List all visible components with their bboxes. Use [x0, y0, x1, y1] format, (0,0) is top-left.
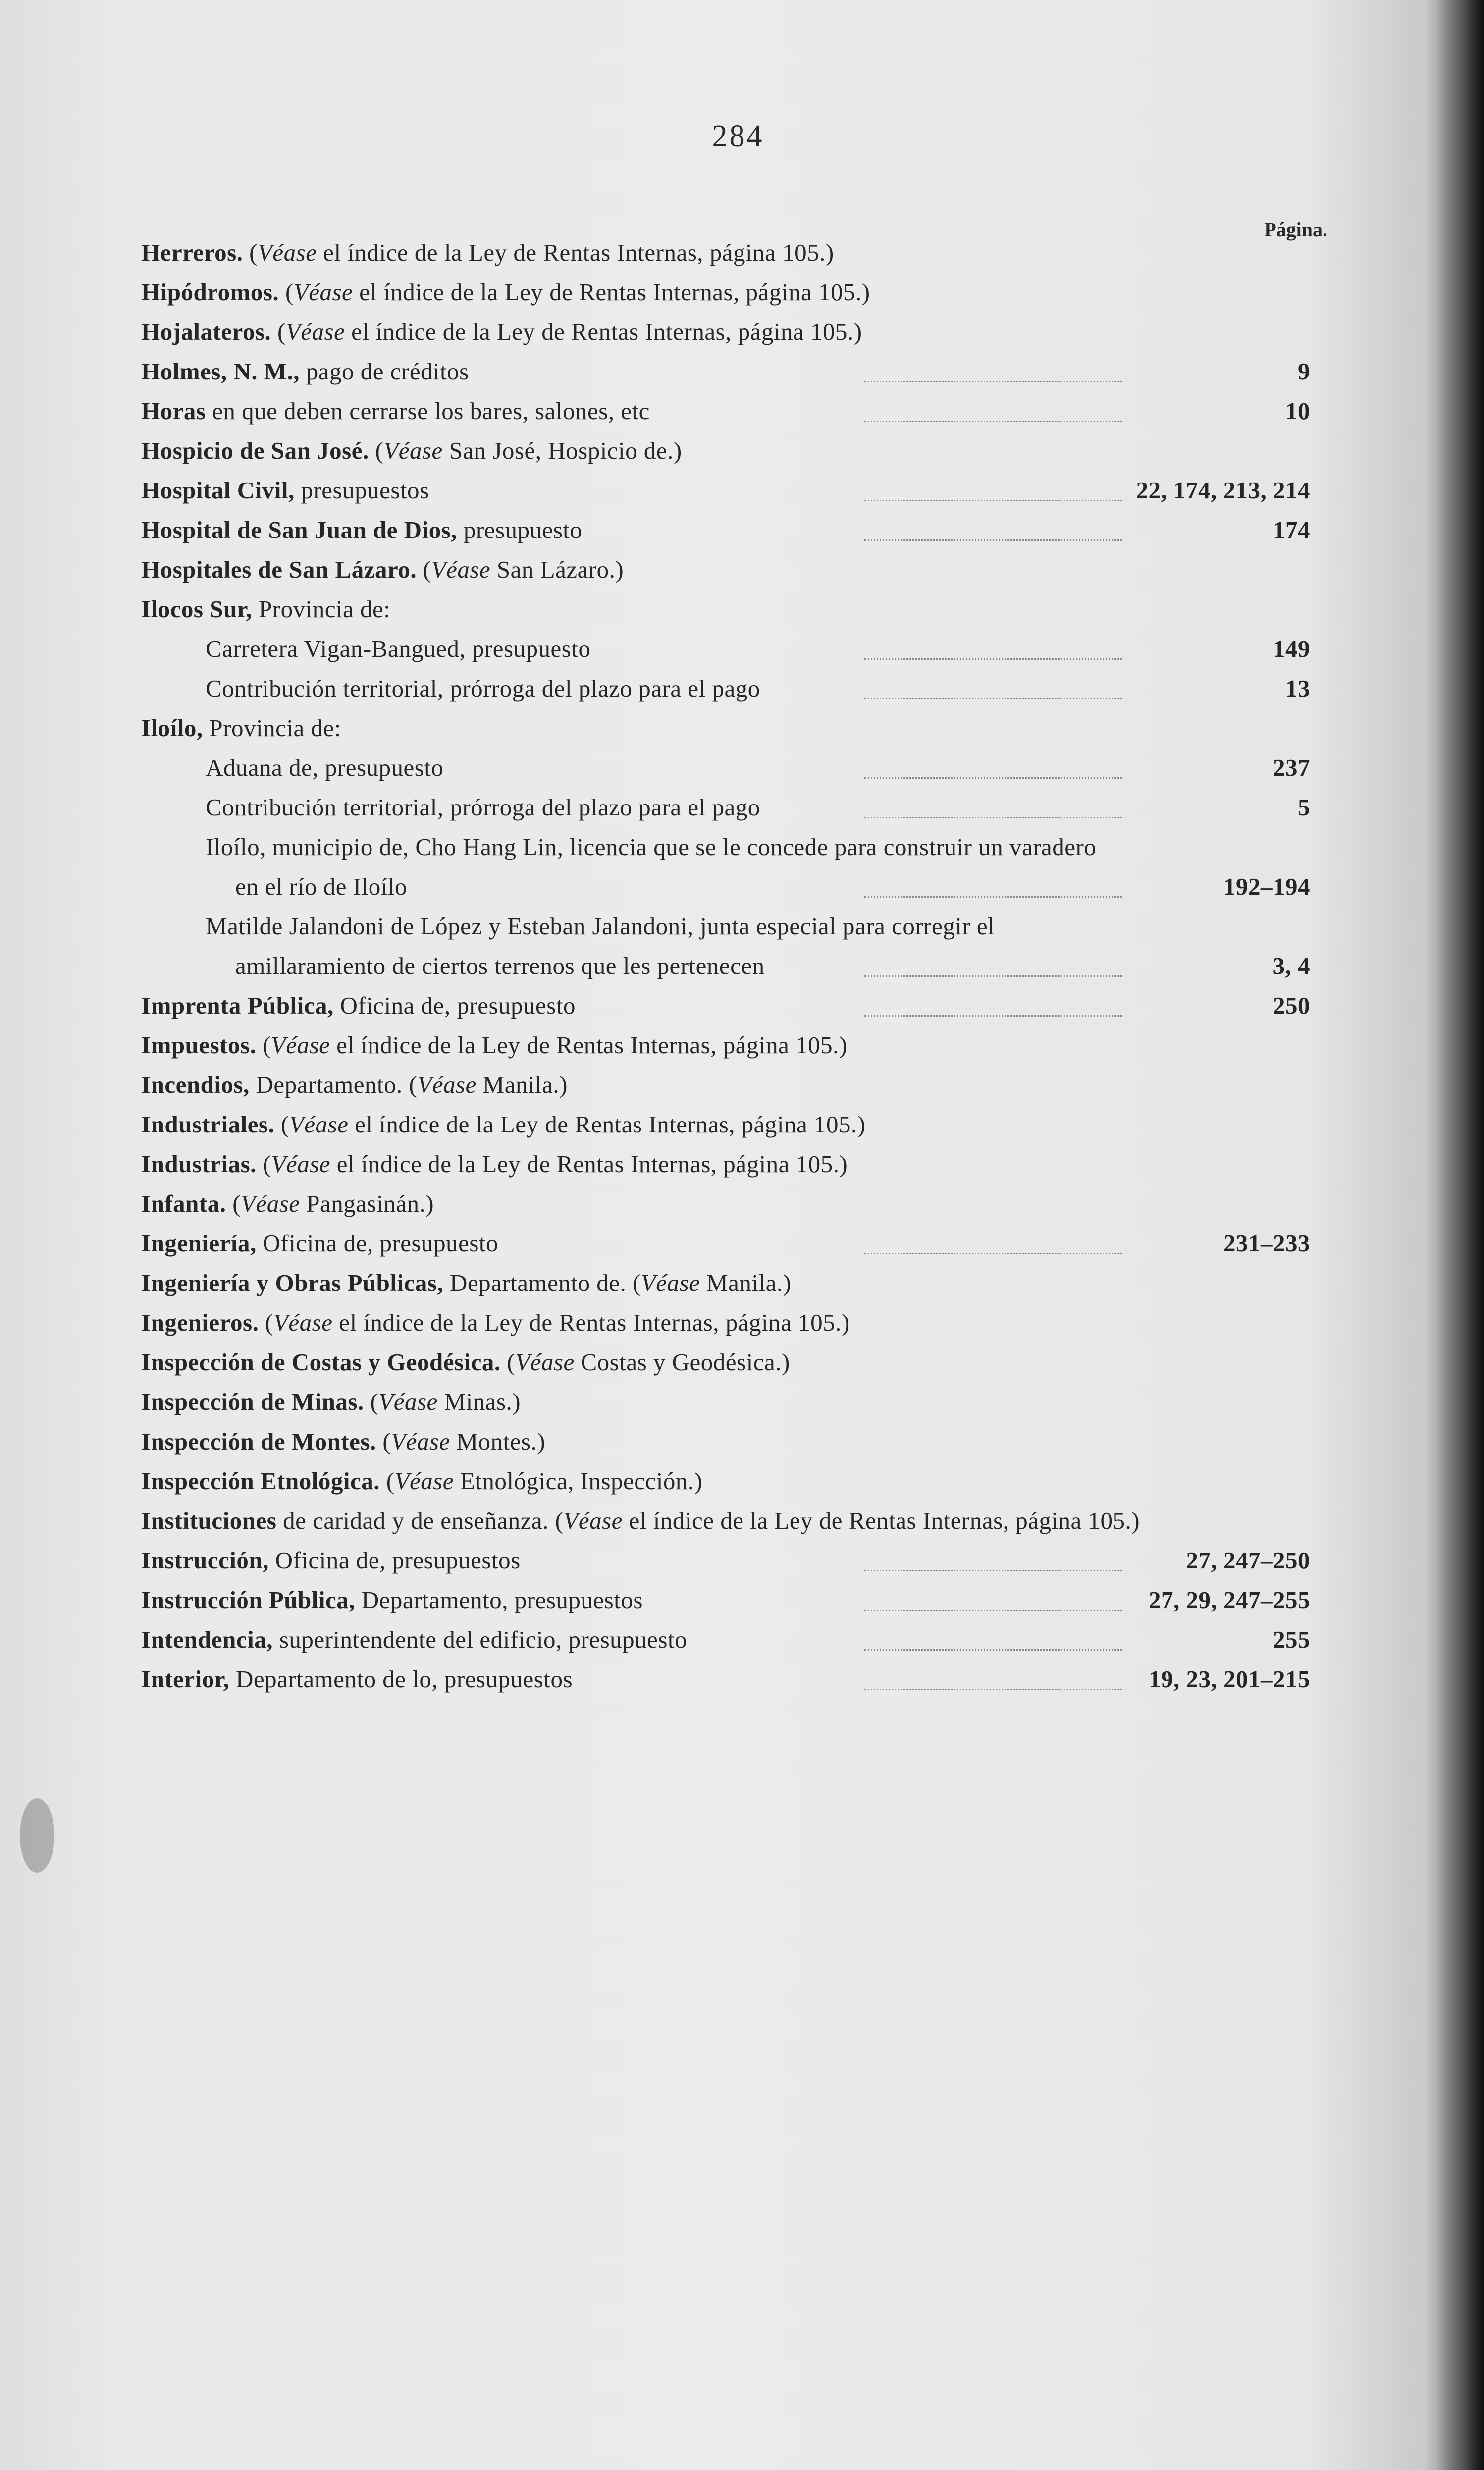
- entry-text-tail: Costas y Geodésica.): [574, 1348, 790, 1376]
- index-entry: [141, 391, 1310, 431]
- index-entry: [141, 1422, 1310, 1461]
- entry-pages: 231–233: [1223, 1230, 1310, 1257]
- entry-heading: Hospicio de San José.: [141, 437, 369, 464]
- entry-text: (: [379, 1467, 395, 1495]
- entry-text-tail: Pangasinán.): [300, 1190, 434, 1217]
- entry-text: Carretera Vigan-Bangued, presupuesto: [206, 635, 591, 662]
- entry-text: (: [279, 278, 294, 306]
- index-entry: [141, 1144, 1310, 1184]
- entry-text-tail: el índice de la Ley de Rentas Internas, página 105.): [348, 1111, 866, 1138]
- entry-text: superintendente del edificio, presupuesto: [273, 1626, 688, 1653]
- entry-text: (: [369, 437, 384, 464]
- entry-heading: Impuestos.: [141, 1031, 257, 1059]
- entry-text: Oficina de, presupuesto: [256, 1230, 499, 1257]
- entry-pages: 192–194: [1223, 873, 1310, 900]
- entry-text: (: [256, 1150, 271, 1178]
- entry-see-reference: Véase: [378, 1388, 438, 1415]
- entry-heading: Hospital de San Juan de Dios,: [141, 516, 458, 543]
- entry-text: Oficina de, presupuestos: [268, 1547, 521, 1574]
- entry-text: en que deben cerrarse los bares, salones, etc: [206, 397, 650, 425]
- entry-see-reference: Véase: [417, 1071, 477, 1098]
- entry-heading: Industriales.: [141, 1111, 275, 1138]
- entry-text: pago de créditos: [300, 358, 469, 385]
- entry-pages: 5: [1298, 794, 1310, 821]
- entry-text: (: [417, 556, 431, 583]
- entry-pages: 255: [1273, 1626, 1310, 1653]
- index-entry: [141, 1382, 1310, 1422]
- page-column-heading: Página.: [1264, 218, 1327, 241]
- index-entry: [141, 1303, 1310, 1342]
- index-entry: [141, 1224, 1310, 1263]
- entry-pages: 9: [1298, 358, 1310, 385]
- entry-text: (: [259, 1309, 273, 1336]
- entry-see-reference: Véase: [563, 1507, 623, 1534]
- index-entry: [141, 986, 1310, 1025]
- entry-text: (: [271, 318, 286, 345]
- entry-text: presupuesto: [457, 516, 583, 543]
- index-entry: [141, 1660, 1310, 1699]
- index-entry: [141, 272, 1310, 312]
- book-spine-shadow: [1436, 0, 1484, 2470]
- entry-see-reference: Véase: [293, 278, 353, 306]
- entry-see-reference: Véase: [394, 1467, 454, 1495]
- entry-text: (: [376, 1428, 391, 1455]
- entry-heading: Industrias.: [141, 1150, 257, 1178]
- entry-pages: 22, 174, 213, 214: [1136, 477, 1310, 504]
- entry-pages: 3, 4: [1272, 952, 1310, 979]
- page-smudge: [20, 1798, 54, 1873]
- index-entry: [141, 233, 1310, 272]
- entry-text: Departamento de. (: [443, 1269, 641, 1296]
- entry-heading: Instrucción,: [141, 1547, 269, 1574]
- entry-pages: 27, 247–250: [1186, 1547, 1310, 1574]
- entry-text-tail: Montes.): [450, 1428, 546, 1455]
- entry-heading: Inspección de Minas.: [141, 1388, 364, 1415]
- index-entry: [141, 708, 1310, 748]
- entry-pages: 174: [1273, 516, 1310, 543]
- entry-heading: Imprenta Pública,: [141, 992, 334, 1019]
- entry-text-tail: San José, Hospicio de.): [442, 437, 682, 464]
- entry-text-tail: San Lázaro.): [490, 556, 624, 583]
- index-entry: [206, 669, 1310, 708]
- index-entry: [141, 352, 1310, 391]
- entry-see-reference: Véase: [257, 239, 317, 266]
- entry-pages: 19, 23, 201–215: [1149, 1665, 1310, 1693]
- entry-text-tail: el índice de la Ley de Rentas Internas, página 105.): [317, 239, 834, 266]
- entry-text: Departamento de lo, presupuestos: [229, 1665, 573, 1693]
- entry-text-tail: el índice de la Ley de Rentas Internas, página 105.): [353, 278, 870, 306]
- index-entry: [141, 1620, 1310, 1660]
- index-entry: [206, 827, 1310, 907]
- entry-heading: Horas: [141, 397, 206, 425]
- entry-text-tail: el índice de la Ley de Rentas Internas, página 105.): [622, 1507, 1140, 1534]
- entry-heading: Instituciones: [141, 1507, 277, 1534]
- entry-heading: Iloílo,: [141, 714, 203, 742]
- entry-see-reference: Véase: [273, 1309, 333, 1336]
- entry-see-reference: Véase: [289, 1111, 349, 1138]
- index-entry: [141, 1184, 1310, 1224]
- index-entry: [206, 748, 1310, 788]
- entry-see-reference: Véase: [391, 1428, 450, 1455]
- index-entry: [206, 629, 1310, 669]
- entry-see-reference: Véase: [271, 1150, 330, 1178]
- entry-text: (: [256, 1031, 271, 1059]
- entry-text-tail: Etnológica, Inspección.): [454, 1467, 703, 1495]
- entry-text: Contribución territorial, prórroga del plazo para el pago: [206, 794, 760, 821]
- entry-text: (: [274, 1111, 289, 1138]
- entry-heading: Hojalateros.: [141, 318, 271, 345]
- entry-text: de caridad y de enseñanza. (: [276, 1507, 564, 1534]
- entry-text-tail: Minas.): [437, 1388, 521, 1415]
- entry-pages: 10: [1285, 397, 1310, 425]
- entry-pages: 250: [1273, 992, 1310, 1019]
- entry-pages: 27, 29, 247–255: [1149, 1586, 1310, 1613]
- entry-text: (: [226, 1190, 241, 1217]
- entry-pages: 237: [1273, 754, 1310, 781]
- entry-pages: 149: [1273, 635, 1310, 662]
- entry-heading: Incendios,: [141, 1071, 250, 1098]
- index-entry: [141, 1263, 1310, 1303]
- entry-text: Aduana de, presupuesto: [206, 754, 444, 781]
- entry-heading: Hospitales de San Lázaro.: [141, 556, 417, 583]
- index-entry: [141, 1065, 1310, 1105]
- entry-heading: Hipódromos.: [141, 278, 279, 306]
- index-entry: [206, 907, 1310, 986]
- index-entries: [141, 233, 1310, 1699]
- index-entry: [141, 1342, 1310, 1382]
- entry-heading: Intendencia,: [141, 1626, 273, 1653]
- index-entry: [141, 1025, 1310, 1065]
- entry-text-tail: Manila.): [476, 1071, 568, 1098]
- entry-text: Oficina de, presupuesto: [333, 992, 576, 1019]
- index-entry: [141, 590, 1310, 629]
- entry-text: Departamento, presupuestos: [355, 1586, 643, 1613]
- entry-heading: Holmes, N. M.,: [141, 358, 300, 385]
- entry-text-tail: el índice de la Ley de Rentas Internas, página 105.): [330, 1031, 848, 1059]
- entry-text: Iloílo, municipio de, Cho Hang Lin, licencia que se le concede para construir un varadero en el río de Iloílo: [206, 833, 1097, 900]
- entry-heading: Ingeniería,: [141, 1230, 257, 1257]
- page-number: 284: [712, 119, 764, 153]
- entry-heading: Ilocos Sur,: [141, 595, 253, 623]
- entry-heading: Interior,: [141, 1665, 230, 1693]
- index-entry: [141, 1541, 1310, 1580]
- entry-heading: Hospital Civil,: [141, 477, 295, 504]
- entry-heading: Inspección Etnológica.: [141, 1467, 380, 1495]
- index-entry: [141, 431, 1310, 471]
- entry-heading: Ingeniería y Obras Públicas,: [141, 1269, 444, 1296]
- index-entry: [141, 1501, 1310, 1541]
- entry-text-tail: el índice de la Ley de Rentas Internas, página 105.): [332, 1309, 850, 1336]
- entry-heading: Inspección de Montes.: [141, 1428, 376, 1455]
- entry-text: Contribución territorial, prórroga del plazo para el pago: [206, 675, 760, 702]
- entry-text: (: [364, 1388, 379, 1415]
- entry-see-reference: Véase: [285, 318, 345, 345]
- entry-see-reference: Véase: [431, 556, 491, 583]
- entry-heading: Instrucción Pública,: [141, 1586, 355, 1613]
- entry-heading: Infanta.: [141, 1190, 226, 1217]
- entry-text: Provincia de:: [252, 595, 391, 623]
- entry-text: (: [500, 1348, 516, 1376]
- entry-text-tail: Manila.): [700, 1269, 792, 1296]
- entry-text: presupuestos: [294, 477, 429, 504]
- index-entry: [141, 471, 1310, 510]
- index-entry: [141, 1580, 1310, 1620]
- entry-see-reference: Véase: [241, 1190, 300, 1217]
- entry-text: Departamento. (: [249, 1071, 418, 1098]
- index-entry: [141, 550, 1310, 590]
- entry-heading: Inspección de Costas y Geodésica.: [141, 1348, 501, 1376]
- entry-text: (: [243, 239, 258, 266]
- entry-see-reference: Véase: [515, 1348, 575, 1376]
- entry-text-tail: el índice de la Ley de Rentas Internas, página 105.): [330, 1150, 848, 1178]
- entry-text-tail: el índice de la Ley de Rentas Internas, página 105.): [345, 318, 862, 345]
- entry-heading: Herreros.: [141, 239, 243, 266]
- index-entry: [141, 1105, 1310, 1144]
- entry-see-reference: Véase: [270, 1031, 330, 1059]
- index-entry: [141, 510, 1310, 550]
- index-entry: [206, 788, 1310, 827]
- index-entry: [141, 312, 1310, 352]
- entry-text: Matilde Jalandoni de López y Esteban Jalandoni, junta especial para corregir el amillaramiento de ciertos terrenos que les pertenecen: [206, 913, 995, 979]
- entry-see-reference: Véase: [640, 1269, 700, 1296]
- entry-see-reference: Véase: [383, 437, 443, 464]
- entry-pages: 13: [1285, 675, 1310, 702]
- entry-text: Provincia de:: [203, 714, 341, 742]
- index-entry: [141, 1461, 1310, 1501]
- entry-heading: Ingenieros.: [141, 1309, 259, 1336]
